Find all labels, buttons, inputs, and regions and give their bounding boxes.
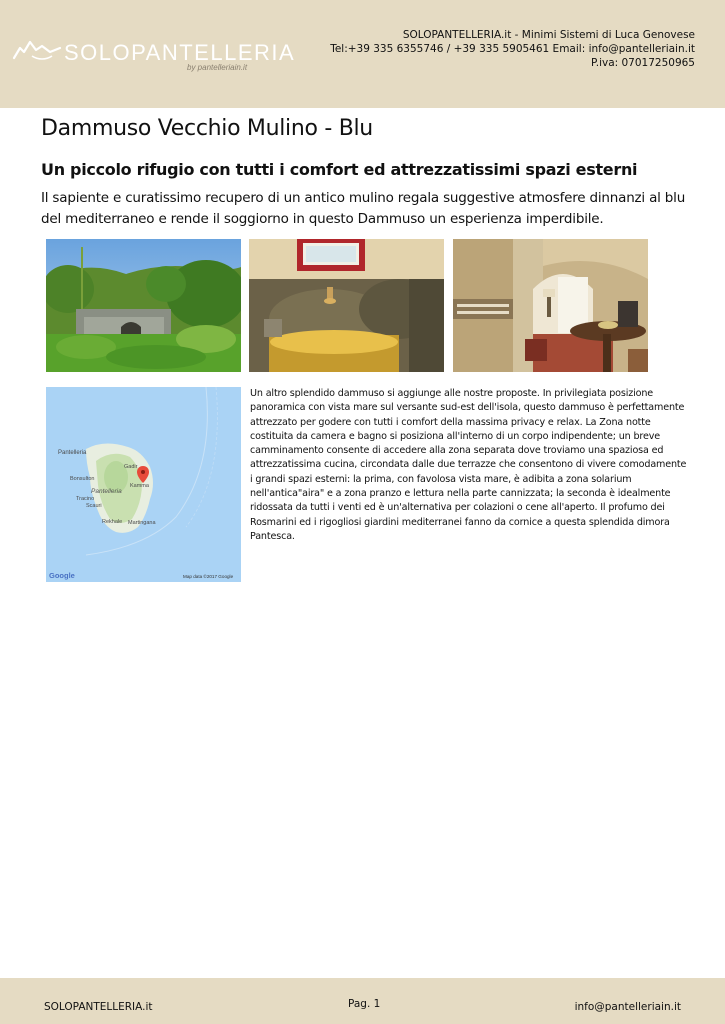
- photo-bathroom: [249, 239, 444, 372]
- map-copyright: Map data ©2017 Google: [183, 574, 234, 579]
- map-label: Martingana: [128, 520, 156, 526]
- photo-exterior: [46, 239, 241, 372]
- page-title: Dammuso Vecchio Mulino - Blu: [41, 116, 373, 141]
- page-footer: [0, 978, 725, 1024]
- map-label: Kamma: [130, 483, 149, 489]
- logo: [12, 34, 296, 74]
- map-label: Tracino: [76, 496, 95, 502]
- map-label: Pantelleria: [91, 488, 122, 495]
- logo-mark-icon: [12, 38, 62, 62]
- map-label: Pantelleria: [58, 450, 87, 456]
- photo-interior: [453, 239, 648, 372]
- map-label: Gadir: [124, 464, 138, 470]
- page-header: [0, 0, 725, 108]
- footer-site: SOLOPANTELLERIA.it: [44, 1001, 153, 1013]
- description-paragraph: Un altro splendido dammuso si aggiunge alle nostre proposte. In privilegiata posizione panoramica con vista mare sul versante sud-est dell'isola, questo dammuso è perfettamente attrezzato per godere con tutti i comfort della massima privacy e relax. La Zona notte costituita da camera e bagno si posiziona all'interno di un corpo indipendente; un breve camminamento consente di accedere alla zona separata dove troviamo una spaziosa ed attrezzatissima cucina, circondata dalle due terrazze che consentono di vivere comodamente i grandi spazi esterni: la prima, con favolosa vista mare, è adibita a zona solarium nell'antica"aira" e a zona pranzo e lettura nella parte cannizzata; la seconda è idealmente ridossata da tutti i venti ed è un'alternativa per colazioni o cene all'aperto. Il profumo dei Rosmarini ed i rigogliosi giardini mediterranei fanno da cornice a questa splendida dimora Pantesca.: [250, 388, 687, 542]
- logo-tagline: by pantelleriain.it: [187, 63, 248, 72]
- map-label: Rekhale: [102, 519, 123, 525]
- company-name: SOLOPANTELLERIA.it - Minimi Sistemi di Luca Genovese: [402, 29, 695, 41]
- map-label: Scauri: [86, 503, 102, 509]
- footer-email: info@pantelleriain.it: [574, 1001, 681, 1013]
- company-vat: P.iva: 07017250965: [591, 57, 695, 69]
- google-logo: Google: [49, 571, 75, 580]
- intro-paragraph: Il sapiente e curatissimo recupero di un antico mulino regala suggestive atmosfere dinnanzi al blu del mediterraneo e rende il soggiorno in questo Dammuso un esperienza imperdibile.: [41, 190, 686, 227]
- company-info: [330, 28, 695, 70]
- logo-text: SOLOPANTELLERIA: [64, 40, 296, 65]
- company-contacts: Tel:+39 335 6355746 / +39 335 5905461 Email: info@pantelleriain.it: [330, 43, 695, 55]
- page-subtitle: Un piccolo rifugio con tutti i comfort ed attrezzatissimi spazi esterni: [41, 160, 638, 179]
- page-number: Pag. 1: [348, 998, 381, 1010]
- map-label: Bonsulton: [70, 476, 95, 482]
- location-map[interactable]: [46, 387, 241, 582]
